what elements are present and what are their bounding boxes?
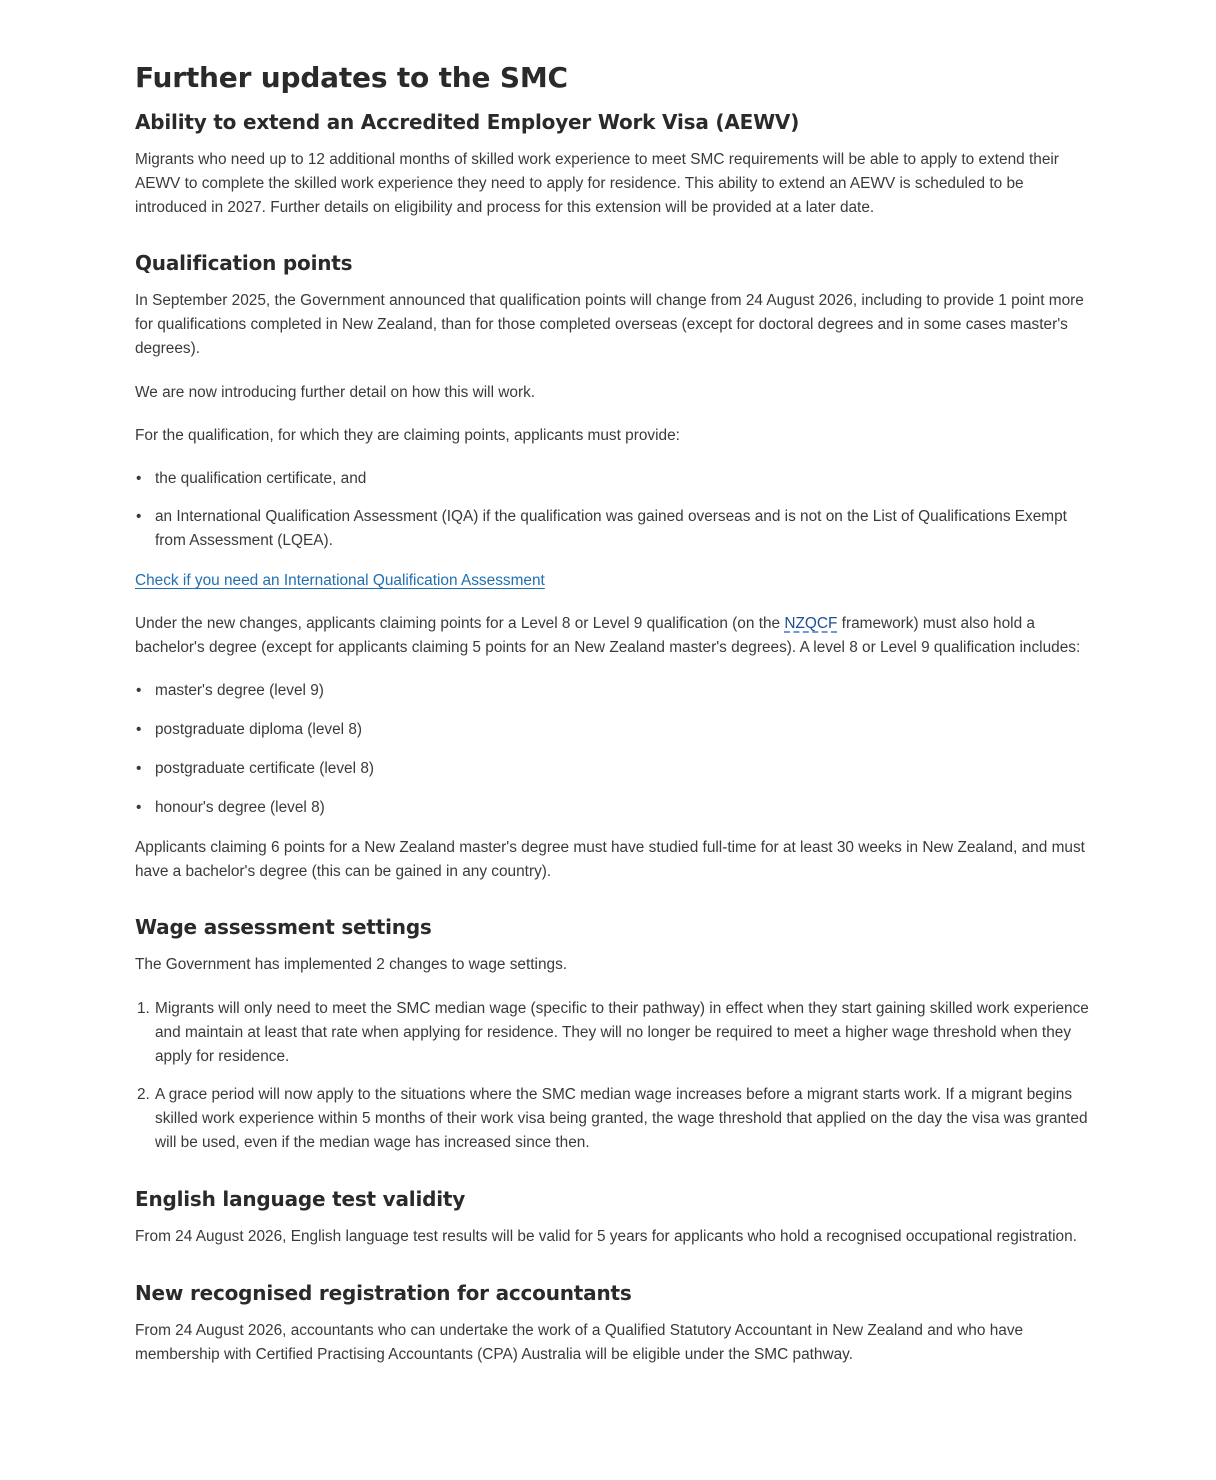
heading-aewv: Ability to extend an Accredited Employer Work Visa (AEWV)	[135, 110, 800, 134]
accountants-paragraph: From 24 August 2026, accountants who can undertake the work of a Qualified Statutory Accountant in New Zealand and who have membership with Certified Practising Accountants (CPA) Australia will be eligible under the SMC pathway.	[135, 1322, 1024, 1363]
english-paragraph: From 24 August 2026, English language test results will be valid for 5 years for applicants who hold a recognised occupational registration.	[135, 1228, 1077, 1245]
list-item	[135, 997, 1090, 1069]
heading-accountants: New recognised registration for accountants	[135, 1281, 632, 1305]
wage-changes-list	[135, 997, 1090, 1155]
list-number: 1.	[137, 1000, 150, 1017]
requirements-list	[135, 467, 1090, 553]
iqa-check-link[interactable]: Check if you need an International Qualification Assessment	[135, 572, 545, 589]
list-item: • an International Qualification Assessment (IQA) if the qualification was gained overseas and is not on the List of Qualifications Exempt from Assessment (LQEA).	[135, 505, 1090, 553]
qualification-paragraph-5: Applicants claiming 6 points for a New Zealand master's degree must have studied full-time for at least 30 weeks in New Zealand, and must have a bachelor's degree (this can be gained in any country).	[135, 839, 1085, 880]
article	[135, 58, 1090, 1367]
list-item: • the qualification certificate, and	[135, 467, 1090, 491]
qualification-paragraph-4	[135, 612, 1090, 660]
list-item: • honour's degree (level 8)	[135, 796, 1090, 820]
nzqcf-abbreviation[interactable]: NZQCF	[784, 615, 838, 632]
iqa-link-row	[135, 569, 1090, 593]
wage-paragraph: The Government has implemented 2 changes to wage settings.	[135, 956, 568, 973]
heading-qualification-points: Qualification points	[135, 251, 353, 275]
text-segment: framework) must also hold a bachelor's degree (except for applicants claiming 5 points for an New Zealand master's degrees). A level 8 or Level 9 qualification includes:	[135, 615, 1081, 656]
list-item-text: Migrants will only need to meet the SMC median wage (specific to their pathway) in effect when they start gaining skilled work experience and maintain at least that rate when applying for residence. They will no longer be required to meet a higher wage threshold when they apply for residence.	[155, 1000, 1089, 1065]
text-segment: Under the new changes, applicants claiming points for a Level 8 or Level 9 qualification (on the	[135, 615, 785, 632]
list-item	[135, 1083, 1090, 1155]
qualification-paragraph-3: For the qualification, for which they are claiming points, applicants must provide:	[135, 427, 680, 444]
aewv-paragraph: Migrants who need up to 12 additional months of skilled work experience to meet SMC requirements will be able to apply to extend their AEWV to complete the skilled work experience they need to apply for residence. This ability to extend an AEWV is scheduled to be introduced in 2027. Further details on eligibility and process for this extension will be provided at a later date.	[135, 151, 1059, 216]
qualification-paragraph-2: We are now introducing further detail on how this will work.	[135, 384, 536, 401]
list-item: • postgraduate diploma (level 8)	[135, 718, 1090, 742]
qualification-paragraph-1: In September 2025, the Government announced that qualification points will change from 24 August 2026, including to provide 1 point more for qualifications completed in New Zealand, than for those completed overseas (except for doctoral degrees and in some cases master's degrees).	[135, 292, 1084, 357]
page-title: Further updates to the SMC	[135, 61, 568, 94]
list-item: • master's degree (level 9)	[135, 679, 1090, 703]
qualification-levels-list	[135, 679, 1090, 820]
list-item-text: A grace period will now apply to the situations where the SMC median wage increases before a migrant starts work. If a migrant begins skilled work experience within 5 months of their work visa being granted, the wage threshold that applied on the day the visa was granted will be used, even if the median wage has increased since then.	[155, 1086, 1088, 1151]
heading-wage-assessment: Wage assessment settings	[135, 915, 432, 939]
list-number: 2.	[137, 1086, 150, 1103]
list-item: • postgraduate certificate (level 8)	[135, 757, 1090, 781]
heading-english-test: English language test validity	[135, 1187, 466, 1211]
